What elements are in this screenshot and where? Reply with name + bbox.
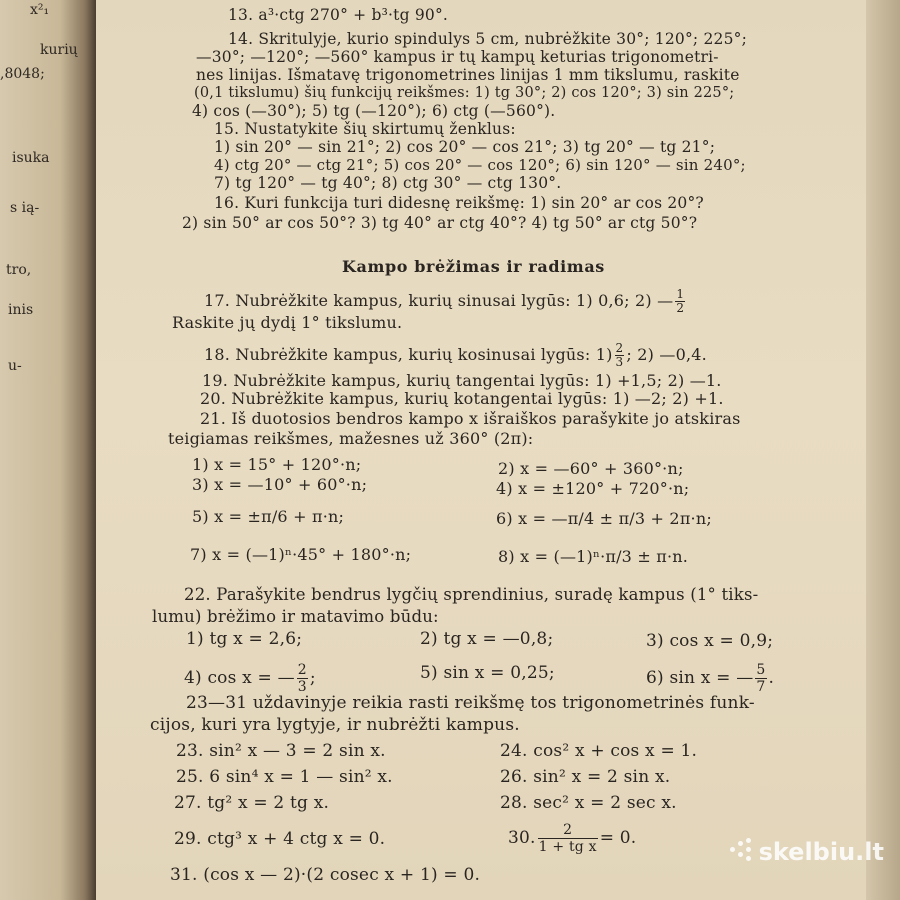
instruction-line: 23—31 uždavinyje reikia rasti reikšmę tos trigonometrinės funk- [186,693,755,713]
problem-18-text: 18. Nubrėžkite kampus, kurių kosinusai lygūs: 1) [204,345,613,364]
problem-22-item: 2) tg x = —0,8; [420,629,554,649]
problem-14-line: nes linijas. Išmatavę trigonometrines linijas 1 mm tikslumu, raskite [196,66,740,84]
left-page-fragment: isuka [12,150,50,166]
problem-30 [508,822,636,855]
problem-18 [204,342,707,369]
fraction-problem-30 [538,822,598,855]
fraction-one-half [675,288,685,315]
fraction-numerator: 5 [756,662,766,678]
fraction-numerator: 2 [538,822,598,839]
left-page-fragment: u- [8,358,22,374]
problem-22-item: 3) cos x = 0,9; [646,631,774,651]
instruction-line: cijos, kuri yra lygtyje, ir nubrėžti kampus. [150,715,520,735]
problem-21-item: 7) x = (—1)ⁿ·45° + 180°·n; [190,545,412,564]
problem-22-item-text: 6) sin x = — [646,668,754,688]
problem-14-line: 4) cos (—30°); 5) tg (—120°); 6) ctg (—560°). [192,102,556,120]
fraction-numerator: 2 [297,662,307,678]
problem-15: 15. Nustatykite šių skirtumų ženklus: [214,120,516,138]
problem-13: 13. a³·ctg 270° + b³·tg 90°. [228,6,449,24]
fraction-denominator: 7 [756,679,766,695]
fraction-two-thirds [615,342,625,369]
problem-30-tail: = 0. [599,828,637,848]
problem-14-line: —30°; —120°; —560° kampus ir tų kampų keturias trigonometri- [196,48,719,66]
left-page-fragment: x²₁ [30,2,50,18]
fraction-denominator: 3 [615,355,624,369]
left-page-fragment: s ią- [10,200,40,216]
problem-24: 24. cos² x + cos x = 1. [500,741,698,761]
logo-dots-icon [730,838,760,862]
problem-21-item: 4) x = ±120° + 720°·n; [496,479,690,498]
problem-22-item: 6) sin x = — $\frac{5}{7}$ . [646,662,775,695]
problem-15-line: 4) ctg 20° — ctg 21°; 5) cos 20° — cos 120°; 6) sin 120° — sin 240°; [214,156,746,174]
problem-19: 19. Nubrėžkite kampus, kurių tangentai lygūs: 1) +1,5; 2) —1. [202,371,722,390]
problem-14-line: (0,1 tikslumu) šių funkcijų reikšmes: 1) tg 30°; 2) cos 120°; 3) sin 225°; [194,85,735,101]
problem-21-line: 21. Iš duotosios bendros kampo x išraiškos parašykite jo atskiras [200,409,741,428]
left-page-fragment: kurių [40,42,78,58]
left-page-fragment: inis [8,302,34,318]
problem-16-line: 2) sin 50° ar cos 50°? 3) tg 40° ar ctg 40°? 4) tg 50° ar ctg 50°? [182,214,698,232]
problem-21-item: 5) x = ±π/6 + π·n; [192,507,345,526]
problem-21-item: 1) x = 15° + 120°·n; [192,455,362,474]
problem-22-item: 4) cos x = — $\frac{2}{3}$ ; [184,662,316,695]
watermark-logo: skelbiu.lt [758,838,884,866]
fraction-numerator: 2 [615,341,624,355]
fraction-denominator: 3 [297,679,307,695]
left-page-fragment: tro, [6,262,32,278]
problem-25: 25. 6 sin⁴ x = 1 — sin² x. [176,767,393,787]
problem-16-line: 16. Kuri funkcija turi didesnę reikšmę: 1) sin 20° ar cos 20°? [214,194,704,212]
fraction-denominator: 1 + tg x [538,839,597,855]
problem-18-tail: ; 2) —0,4. [626,345,707,364]
section-heading: Kampo brėžimas ir radimas [342,257,605,276]
problem-15-line: 1) sin 20° — sin 21°; 2) cos 20° — cos 21°; 3) tg 20° — tg 21°; [214,138,716,156]
problem-31: 31. (cos x — 2)·(2 cosec x + 1) = 0. [170,865,481,885]
problem-17-line [204,288,687,315]
fraction-numerator: 1 [676,287,685,301]
problem-20: 20. Nubrėžkite kampus, kurių kotangentai lygūs: 1) —2; 2) +1. [200,389,724,408]
problem-22-line: 22. Parašykite bendrus lygčių sprendinius, suradę kampus (1° tiks- [184,585,759,604]
problem-17-line: Raskite jų dydį 1° tikslumu. [172,313,403,332]
problem-17-text: 17. Nubrėžkite kampus, kurių sinusai lygūs: 1) 0,6; 2) — [204,291,674,310]
problem-21-item: 6) x = —π/4 ± π/3 + 2π·n; [496,509,712,528]
problem-30-number: 30. [508,828,536,848]
problem-21-item: 8) x = (—1)ⁿ·π/3 ± π·n. [498,547,689,566]
problem-15-line: 7) tg 120° — tg 40°; 8) ctg 30° — ctg 130°. [214,174,562,192]
problem-22-item: 1) tg x = 2,6; [186,629,303,649]
fraction-five-sevenths [755,662,766,695]
problem-26: 26. sin² x = 2 sin x. [500,767,671,787]
problem-28: 28. sec² x = 2 sec x. [500,793,677,813]
problem-22-item: 5) sin x = 0,25; [420,663,555,683]
problem-21-item: 2) x = —60° + 360°·n; [498,459,684,478]
problem-22-line: lumu) brėžimo ir matavimo būdu: [152,607,439,626]
fraction-denominator: 2 [676,301,685,315]
problem-22-item-text: 4) cos x = — [184,668,295,688]
left-page-edge [0,0,96,900]
fraction-two-thirds [297,662,308,695]
left-page-fragment: ,8048; [0,66,45,82]
problem-21-item: 3) x = —10° + 60°·n; [192,475,368,494]
problem-23: 23. sin² x — 3 = 2 sin x. [176,741,386,761]
problem-21-line: teigiamas reikšmes, mažesnes už 360° (2π): [168,429,534,448]
page-right-edge [866,0,900,900]
problem-14-line: 14. Skritulyje, kurio spindulys 5 cm, nubrėžkite 30°; 120°; 225°; [228,30,748,48]
problem-27: 27. tg² x = 2 tg x. [174,793,330,813]
problem-29: 29. ctg³ x + 4 ctg x = 0. [174,829,386,849]
